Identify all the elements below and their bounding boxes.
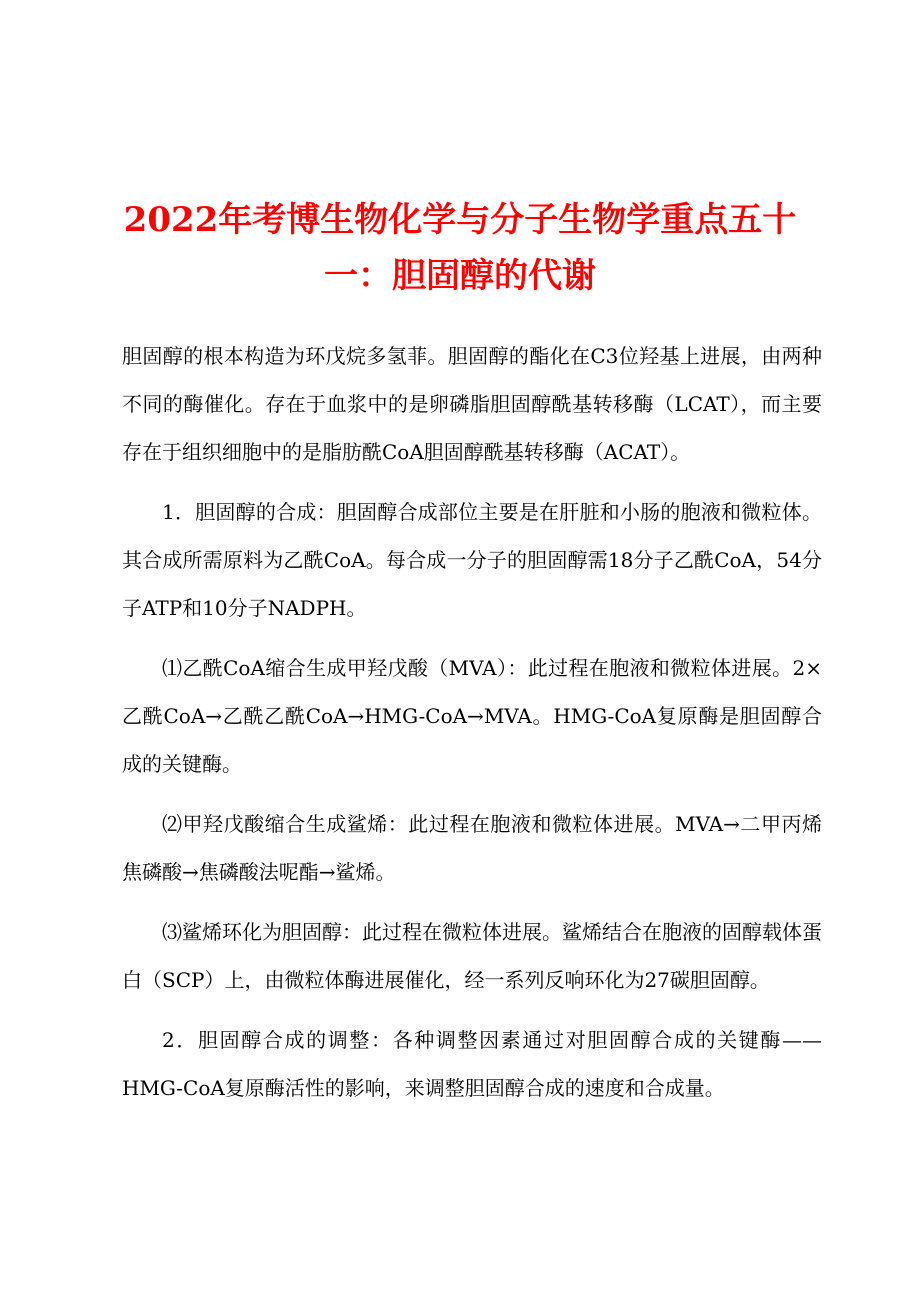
regulation-paragraph: 2．胆固醇合成的调整：各种调整因素通过对胆固醇合成的关键酶——HMG-CoA复原酶活性的影响，来调整胆固醇合成的速度和合成量。 [122, 1028, 822, 1100]
synthesis-paragraph: 1．胆固醇的合成：胆固醇合成部位主要是在肝脏和小肠的胞液和微粒体。其合成所需原料为乙酰CoA。每合成一分子的胆固醇需18分子乙酰CoA，54分子ATP和10分子NADPH。 [122, 500, 822, 620]
step-2-paragraph: ⑵甲羟戊酸缩合生成鲨烯：此过程在胞液和微粒体进展。MVA→二甲丙烯焦磷酸→焦磷酸法呢酯→鲨烯。 [122, 812, 822, 884]
document-title: 2022年考博生物化学与分子生物学重点五十一：胆固醇的代谢 [123, 200, 797, 296]
intro-paragraph: 胆固醇的根本构造为环戊烷多氢菲。胆固醇的酯化在C3位羟基上进展，由两种不同的酶催化。存在于血浆中的是卵磷脂胆固醇酰基转移酶（LCAT），而主要存在于组织细胞中的是脂肪酰CoA胆固醇酰基转移酶（ACAT）。 [122, 344, 822, 464]
step-3-paragraph: ⑶鲨烯环化为胆固醇：此过程在微粒体进展。鲨烯结合在胞液的固醇载体蛋白（SCP）上，由微粒体酶进展催化，经一系列反响环化为27碳胆固醇。 [122, 920, 822, 992]
step-1-paragraph: ⑴乙酰CoA缩合生成甲羟戊酸（MVA）：此过程在胞液和微粒体进展。2×乙酰CoA→乙酰乙酰CoA→HMG-CoA→MVA。HMG-CoA复原酶是胆固醇合成的关键酶。 [122, 656, 822, 776]
document-body [122, 332, 822, 1124]
